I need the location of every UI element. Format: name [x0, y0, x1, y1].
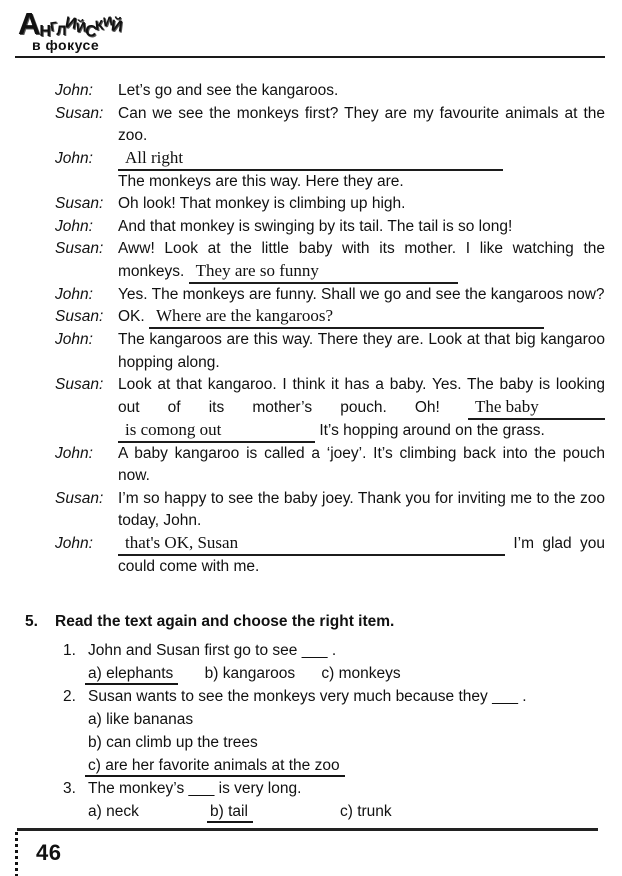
dialogue-text	[118, 329, 605, 374]
answer-option-label: a) like bananas	[88, 711, 194, 728]
answer-option	[88, 708, 605, 731]
dialogue-sentence: Let’s go and see the kangaroos.	[118, 82, 339, 99]
speaker-label: Susan:	[55, 104, 104, 122]
dialogue-sentence: Yes. The monkeys are funny. Shall we go and see the kangaroos now?	[118, 285, 605, 303]
dialogue-sentence: I’m so happy to see the baby joey. Thank you for inviting me to the zoo today, John.	[118, 489, 605, 529]
spotlight-logo	[18, 6, 122, 52]
answer-option-label: b) kangaroos	[204, 665, 296, 682]
dialogue-text	[118, 533, 605, 579]
dialogue-line	[55, 533, 605, 579]
speaker-label: Susan:	[55, 376, 104, 393]
answer-option	[88, 665, 178, 682]
dialogue-sentence: Can we see the monkeys first? They are my favourite animals at the zoo.	[118, 104, 605, 144]
dialogue-line	[55, 488, 605, 533]
dialogue-line	[55, 306, 605, 329]
answer-option-label: a) neck	[88, 803, 139, 820]
logo-letter: Н	[39, 23, 50, 40]
exercise-number: 5.	[25, 613, 38, 630]
dialogue-line	[55, 374, 605, 443]
dialogue-text	[118, 374, 605, 443]
speaker-label: Susan:	[55, 195, 104, 212]
dialogue-line	[55, 284, 605, 307]
dialogue-sentence: I’m glad you could come with me.	[118, 534, 605, 575]
chosen-answer: a) elephants	[85, 665, 178, 685]
dialogue-line	[55, 238, 605, 284]
answer-option	[210, 800, 340, 823]
speaker-label: Susan:	[55, 308, 104, 325]
logo-letter: Л	[56, 22, 66, 38]
dialogue-sentence: And that monkey is swinging by its tail. The tail is so long!	[118, 217, 513, 235]
chosen-answer: b) tail	[207, 803, 253, 823]
page-number: 46	[36, 840, 62, 865]
dialogue-line	[55, 216, 605, 239]
item-stem-row	[63, 639, 605, 662]
exercise-item	[63, 777, 605, 823]
exercise-item	[63, 685, 605, 777]
logo-initial-letter: А	[18, 6, 40, 41]
dialogue-line	[55, 80, 605, 103]
answer-option-label: c) monkeys	[321, 665, 401, 682]
exercise-title: Read the text again and choose the right item.	[55, 613, 395, 630]
logo-letter: Г	[48, 18, 58, 35]
speaker-label: John:	[55, 82, 93, 99]
dialogue-line	[55, 329, 605, 374]
exercise-items	[63, 639, 605, 823]
item-options	[88, 708, 605, 777]
answer-option	[321, 665, 400, 682]
speaker-label: John:	[55, 285, 93, 303]
item-number: 2.	[63, 688, 76, 705]
handwritten-answer: All right	[118, 148, 503, 171]
handwritten-answer: The baby	[468, 397, 605, 420]
handwritten-answer: They are so funny	[189, 261, 458, 284]
dialogue-sentence: OK.	[118, 308, 145, 325]
dialogue-text	[118, 306, 605, 329]
speaker-label: John:	[55, 534, 93, 552]
handwritten-answer: Where are the kangaroos?	[149, 306, 544, 329]
speaker-label: John:	[55, 444, 93, 462]
dialogue-sentence: Oh look! That monkey is climbing up high.	[118, 195, 406, 212]
answer-option-label: c) trunk	[340, 803, 392, 820]
answer-option	[340, 800, 392, 823]
binding-dots-decoration	[15, 832, 18, 876]
answer-option	[88, 731, 605, 754]
logo-letter: К	[94, 16, 104, 34]
logo-letter: И	[63, 14, 78, 33]
logo-letter: Й	[110, 17, 123, 36]
item-number: 1.	[63, 642, 76, 659]
speaker-label: John:	[55, 217, 93, 235]
answer-option-label: b) can climb up the trees	[88, 734, 258, 751]
dialogue-text	[118, 216, 605, 239]
dialogue-line	[55, 443, 605, 488]
dialogue-text	[118, 148, 605, 194]
header-divider	[15, 56, 605, 58]
exercise-heading	[25, 610, 605, 633]
chosen-answer: c) are her favorite animals at the zoo	[85, 757, 345, 777]
dialogue-sentence: Aww! Look at the little baby with its mother. I like watching the monkeys.	[118, 240, 605, 280]
dialogue-text	[118, 443, 605, 488]
dialogue-text	[118, 193, 605, 216]
logo-title	[18, 6, 123, 41]
footer-divider	[17, 828, 598, 831]
answer-option	[205, 665, 295, 682]
speaker-label: John:	[55, 149, 93, 167]
item-stem: Susan wants to see the monkeys very much because they ___ .	[88, 688, 527, 705]
speaker-label: Susan:	[55, 240, 104, 257]
logo-subtitle: в фокусе	[32, 37, 100, 53]
dialogue-line	[55, 103, 605, 148]
answer-option	[88, 754, 605, 777]
logo-letter: С	[83, 22, 97, 41]
item-options	[88, 662, 605, 685]
dialogue-text	[118, 103, 605, 148]
logo-letter: И	[101, 13, 113, 30]
dialogue-line	[55, 193, 605, 216]
item-stem: The monkey’s ___ is very long.	[88, 780, 302, 797]
item-number: 3.	[63, 780, 76, 797]
exercise-block	[25, 610, 605, 823]
dialogue-line	[55, 148, 605, 194]
handwritten-answer: that's OK, Susan	[118, 533, 505, 556]
dialogue-block	[55, 80, 605, 578]
item-stem-row	[63, 777, 605, 800]
speaker-label: John:	[55, 331, 93, 348]
speaker-label: Susan:	[55, 489, 104, 507]
dialogue-sentence: The monkeys are this way. Here they are.	[118, 172, 404, 190]
dialogue-sentence: It’s hopping around on the grass.	[319, 421, 545, 439]
dialogue-text	[118, 488, 605, 533]
item-stem: John and Susan first go to see ___ .	[88, 642, 337, 659]
dialogue-sentence: The kangaroos are this way. There they are. Look at that big kangaroo hopping along.	[118, 331, 605, 371]
answer-option	[88, 800, 210, 823]
logo-letter: Й	[75, 18, 86, 36]
dialogue-sentence: Look at that kangaroo. I think it has a baby. Yes. The baby is looking out of its mother’s pouch. Oh!	[118, 376, 605, 416]
dialogue-text	[118, 80, 605, 103]
handwritten-answer: is comong out	[118, 420, 315, 443]
item-stem-row	[63, 685, 605, 708]
exercise-item	[63, 639, 605, 685]
dialogue-text	[118, 284, 605, 307]
dialogue-text	[118, 238, 605, 284]
logo-title-letters	[39, 13, 123, 41]
item-options	[88, 800, 605, 823]
dialogue-sentence: A baby kangaroo is called a ‘joey’. It’s climbing back into the pouch now.	[118, 444, 605, 484]
